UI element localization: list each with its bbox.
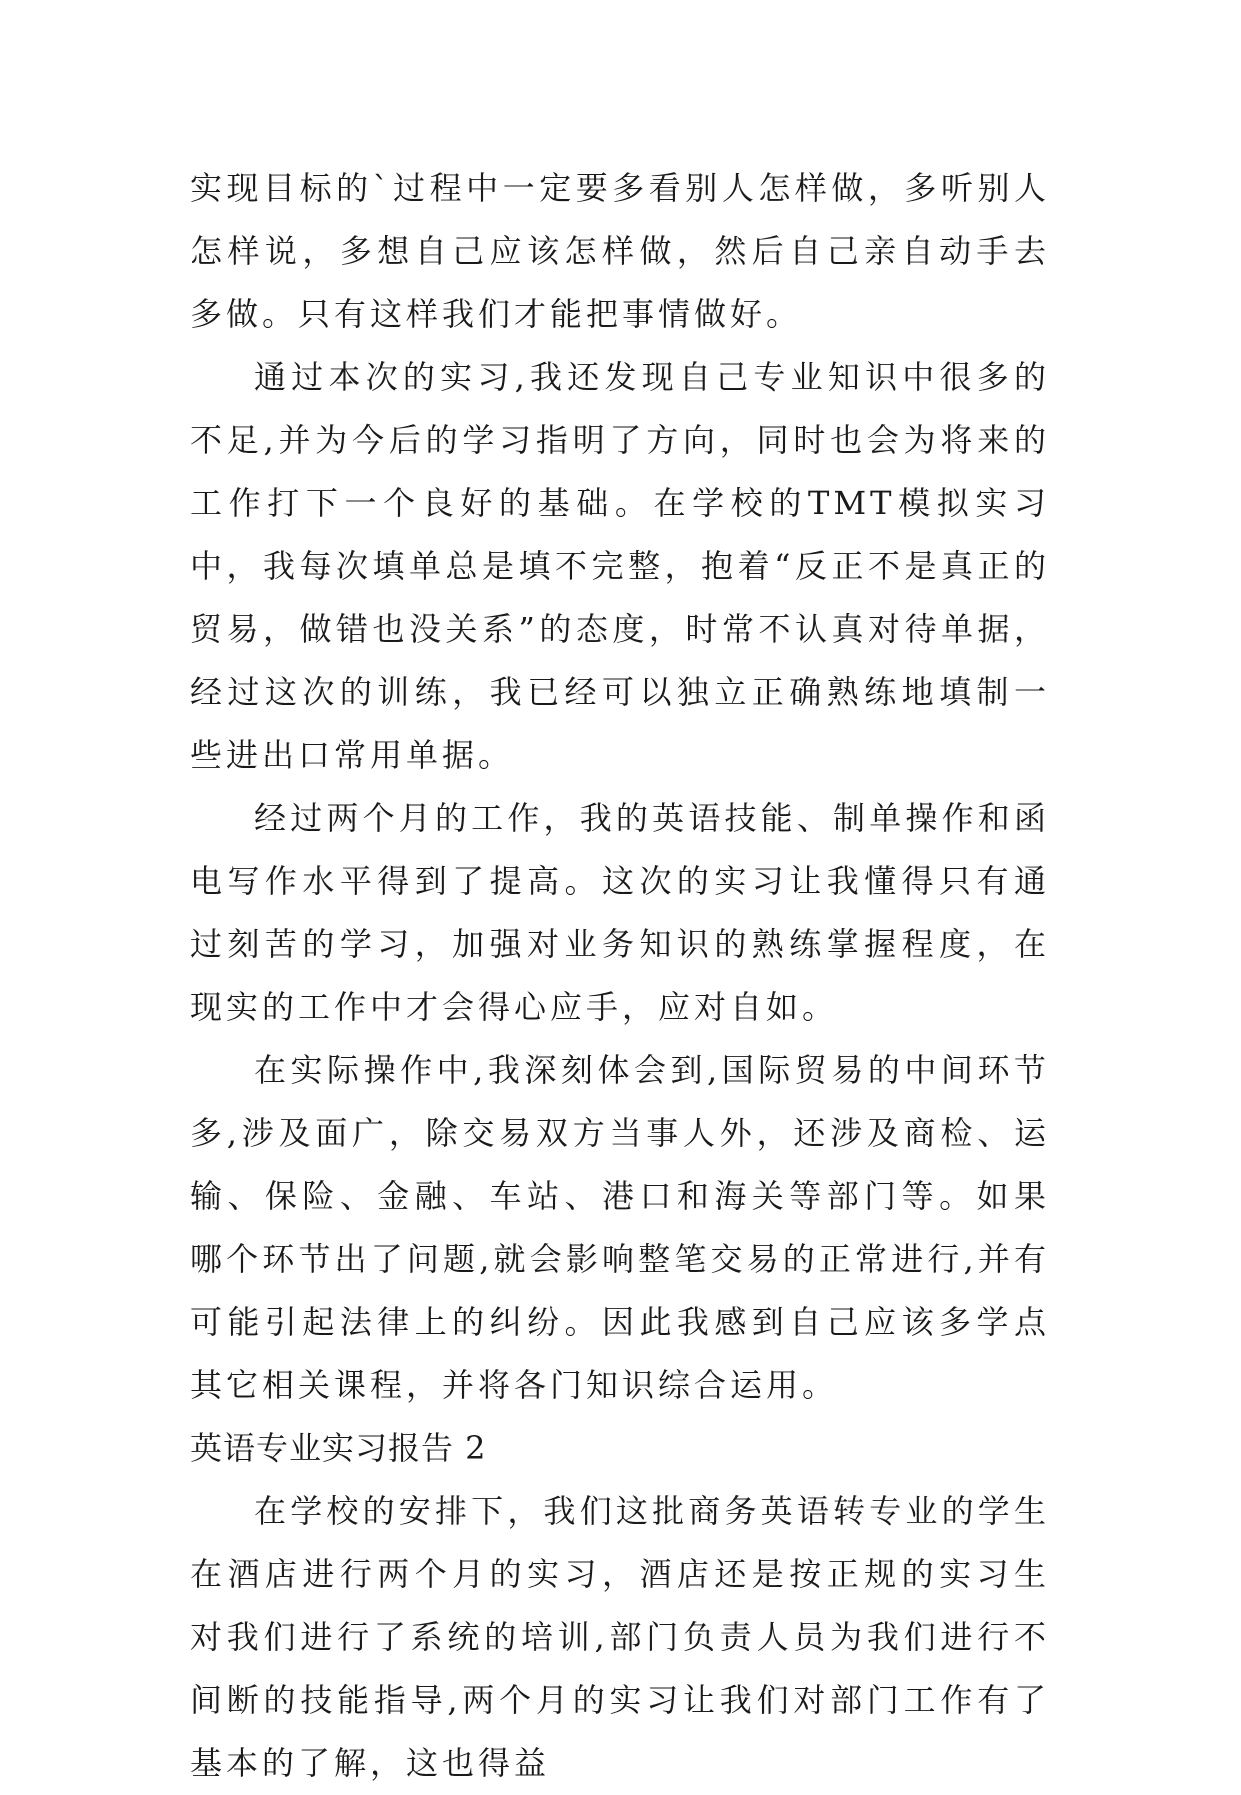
- paragraph: 在学校的安排下，我们这批商务英语转专业的学生在酒店进行两个月的实习，酒店还是按正规的实习生对我们进行了系统的培训,部门负责人员为我们进行不间断的技能指导,两个月的实习让我们对部门工作有了基本的了解，这也得益: [190, 1492, 1050, 1782]
- document-body: [190, 157, 1050, 1795]
- section-title: 英语专业实习报告 2: [190, 1429, 487, 1467]
- paragraph: 通过本次的实习,我还发现自己专业知识中很多的不足,并为今后的学习指明了方向，同时也会为将来的工作打下一个良好的基础。在学校的TMT模拟实习中，我每次填单总是填不完整，抱着“反正不是真正的贸易，做错也没关系”的态度，时常不认真对待单据，经过这次的训练，我已经可以独立正确熟练地填制一些进出口常用单据。: [190, 358, 1050, 774]
- paragraph: 在实际操作中,我深刻体会到,国际贸易的中间环节多,涉及面广，除交易双方当事人外，还涉及商检、运输、保险、金融、车站、港口和海关等部门等。如果哪个环节出了问题,就会影响整笔交易的正常进行,并有可能引起法律上的纠纷。因此我感到自己应该多学点其它相关课程，并将各门知识综合运用。: [190, 1051, 1050, 1404]
- paragraph-continued: 实现目标的`过程中一定要多看别人怎样做，多听别人怎样说，多想自己应该怎样做，然后自己亲自动手去多做。只有这样我们才能把事情做好。: [190, 169, 1050, 333]
- paragraph: 经过两个月的工作，我的英语技能、制单操作和函电写作水平得到了提高。这次的实习让我懂得只有通过刻苦的学习，加强对业务知识的熟练掌握程度，在现实的工作中才会得心应手，应对自如。: [190, 799, 1050, 1026]
